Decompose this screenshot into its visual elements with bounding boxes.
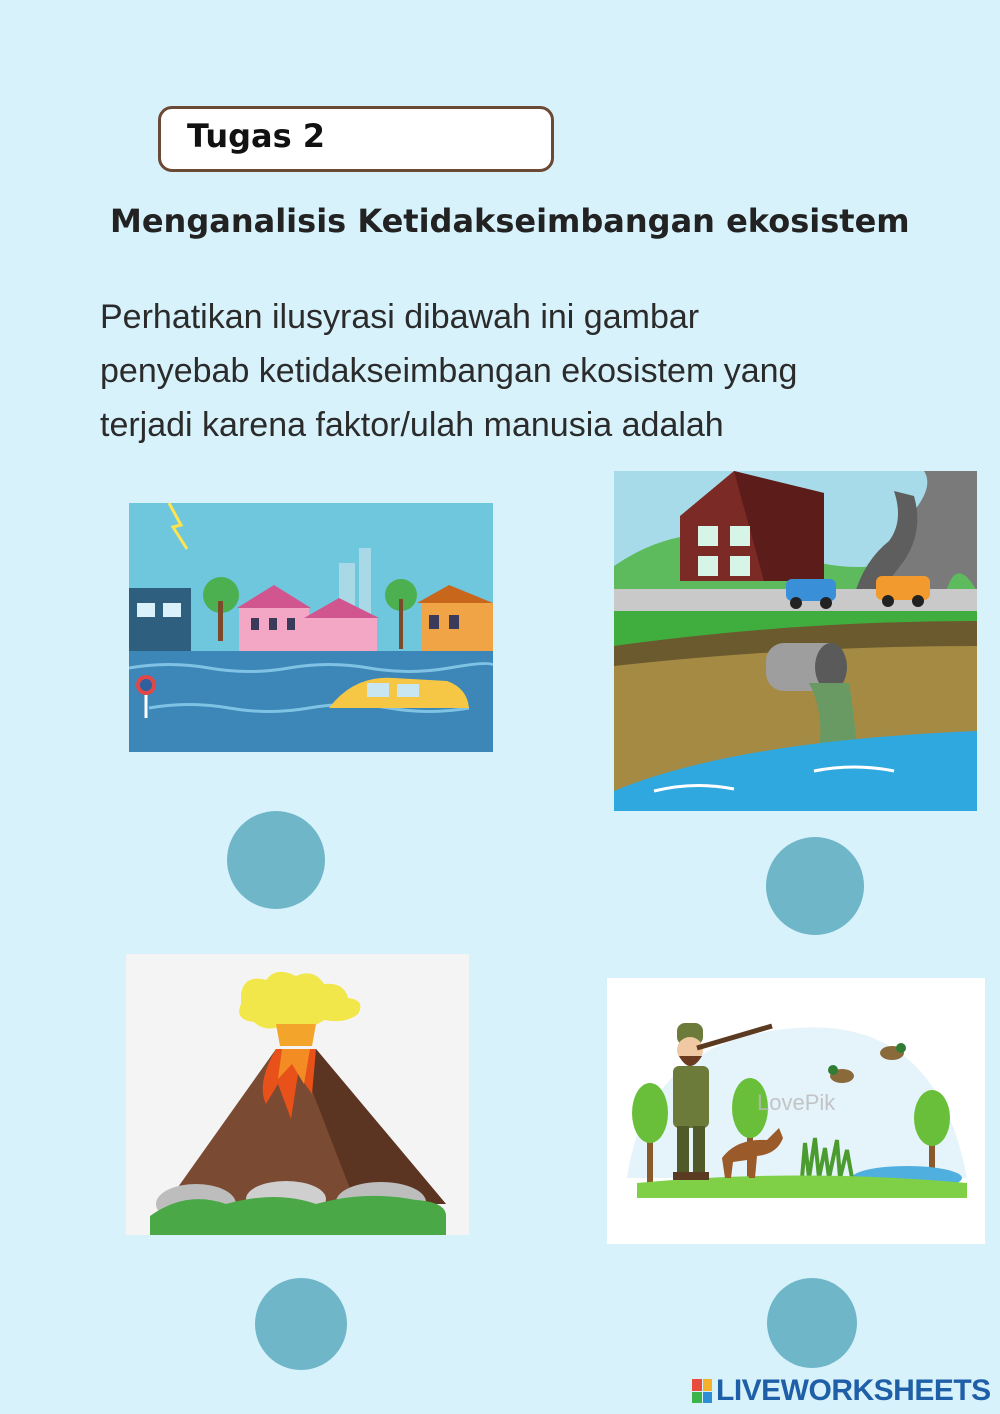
liveworksheets-logo bbox=[692, 1374, 991, 1408]
answer-circle-volcano[interactable] bbox=[255, 1278, 347, 1370]
worksheet-title: Menganalisis Ketidakseimbangan ekosistem bbox=[110, 202, 910, 240]
flood-illustration bbox=[129, 503, 493, 752]
instruction-text bbox=[100, 290, 900, 452]
hunter-illustration bbox=[607, 978, 985, 1244]
volcano-eruption-illustration bbox=[126, 954, 469, 1235]
brand-name: LIVEWORKSHEETS bbox=[716, 1374, 991, 1407]
liveworksheets-icon bbox=[692, 1379, 712, 1403]
instruction-line: penyebab ketidakseimbangan ekosistem yang bbox=[100, 352, 798, 390]
factory-pollution-illustration bbox=[614, 471, 977, 811]
task-label-box bbox=[158, 106, 554, 172]
answer-circle-flood[interactable] bbox=[227, 811, 325, 909]
answer-circle-hunter[interactable] bbox=[767, 1278, 857, 1368]
instruction-line: Perhatikan ilusyrasi dibawah ini gambar bbox=[100, 298, 700, 336]
answer-circle-factory[interactable] bbox=[766, 837, 864, 935]
instruction-line: terjadi karena faktor/ulah manusia adalah bbox=[100, 406, 724, 444]
lovepik-watermark: LovePik bbox=[757, 1090, 836, 1115]
task-label: Tugas 2 bbox=[187, 117, 326, 155]
